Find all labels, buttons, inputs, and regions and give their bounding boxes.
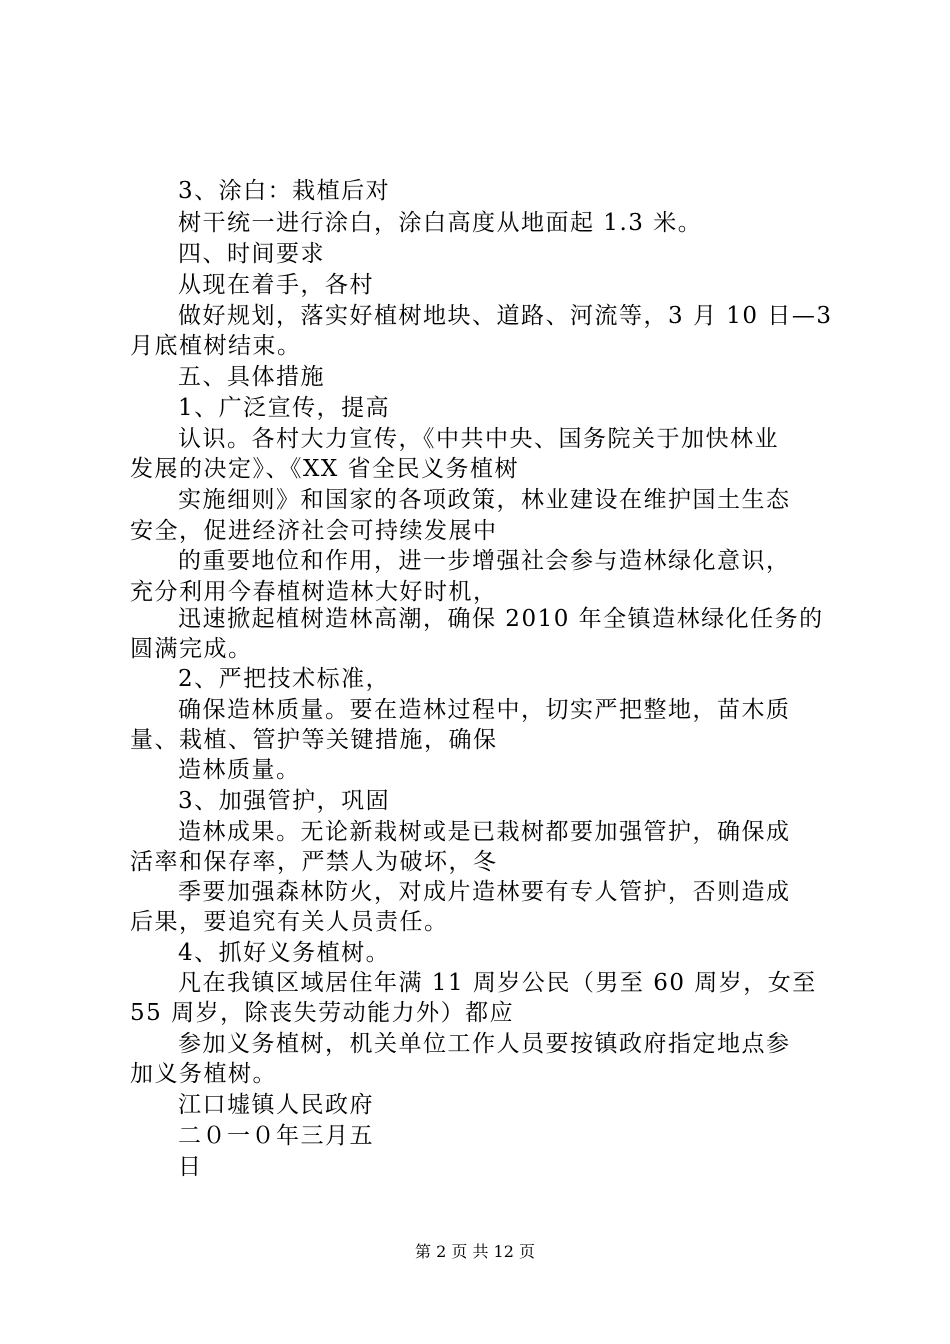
text-line: 发展的决定》、《XX 省全民义务植树: [130, 456, 520, 482]
text-line: 2、严把技术标准，: [178, 666, 391, 692]
text-line: 实施细则》和国家的各项政策，林业建设在维护国土生态: [178, 487, 791, 513]
text-line: 3、涂白：栽植后对: [178, 178, 391, 204]
text-line: 凡在我镇区域居住年满 11 周岁公民（男至 60 周岁，女至: [178, 970, 817, 996]
text-line: 认识。各村大力宣传，《中共中央、国务院关于加快林业: [178, 426, 779, 452]
text-line: 充分利用今春植树造林大好时机，: [130, 579, 498, 605]
text-line: 五、具体措施: [178, 364, 325, 390]
text-line: 参加义务植树，机关单位工作人员要按镇政府指定地点参: [178, 1031, 791, 1057]
text-line: 四、时间要求: [178, 241, 325, 267]
text-line: 后果，要追究有关人员责任。: [130, 909, 449, 935]
text-line: 确保造林质量。要在造林过程中，切实严把整地，苗木质: [178, 697, 791, 723]
text-line: 的重要地位和作用，进一步增强社会参与造林绿化意识，: [178, 548, 791, 574]
page-footer: 第 2 页 共 12 页: [415, 1242, 535, 1261]
text-line: 月底植树结束。: [130, 333, 302, 359]
text-line: 造林质量。: [178, 757, 301, 783]
text-line: 从现在着手，各村: [178, 272, 374, 298]
text-line: 迅速掀起植树造林高潮，确保 2010 年全镇造林绿化任务的: [178, 606, 824, 632]
text-line: 加义务植树。: [130, 1061, 277, 1087]
text-line: 4、抓好义务植树。: [178, 940, 391, 966]
text-line: 55 周岁，除丧失劳动能力外）都应: [130, 1000, 515, 1026]
text-line: 3、加强管护，巩固: [178, 788, 391, 814]
text-line: 做好规划，落实好植树地块、道路、河流等，3 月 10 日—3: [178, 303, 833, 329]
text-line: 安全，促进经济社会可持续发展中: [130, 518, 498, 544]
text-line: 量、栽植、管护等关键措施，确保: [130, 727, 498, 753]
signature-date-end: 日: [178, 1154, 203, 1180]
signature-organization: 江口墟镇人民政府: [178, 1092, 374, 1118]
text-line: 造林成果。无论新栽树或是已栽树都要加强管护，确保成: [178, 819, 791, 845]
text-line: 活率和保存率，严禁人为破坏，冬: [130, 849, 498, 875]
text-line: 季要加强森林防火，对成片造林要有专人管护，否则造成: [178, 879, 791, 905]
text-line: 圆满完成。: [130, 636, 253, 662]
text-line: 树干统一进行涂白，涂白高度从地面起 1.3 米。: [178, 210, 703, 236]
signature-date: 二０一０年三月五: [178, 1123, 374, 1149]
text-line: 1、广泛宣传，提高: [178, 395, 391, 421]
